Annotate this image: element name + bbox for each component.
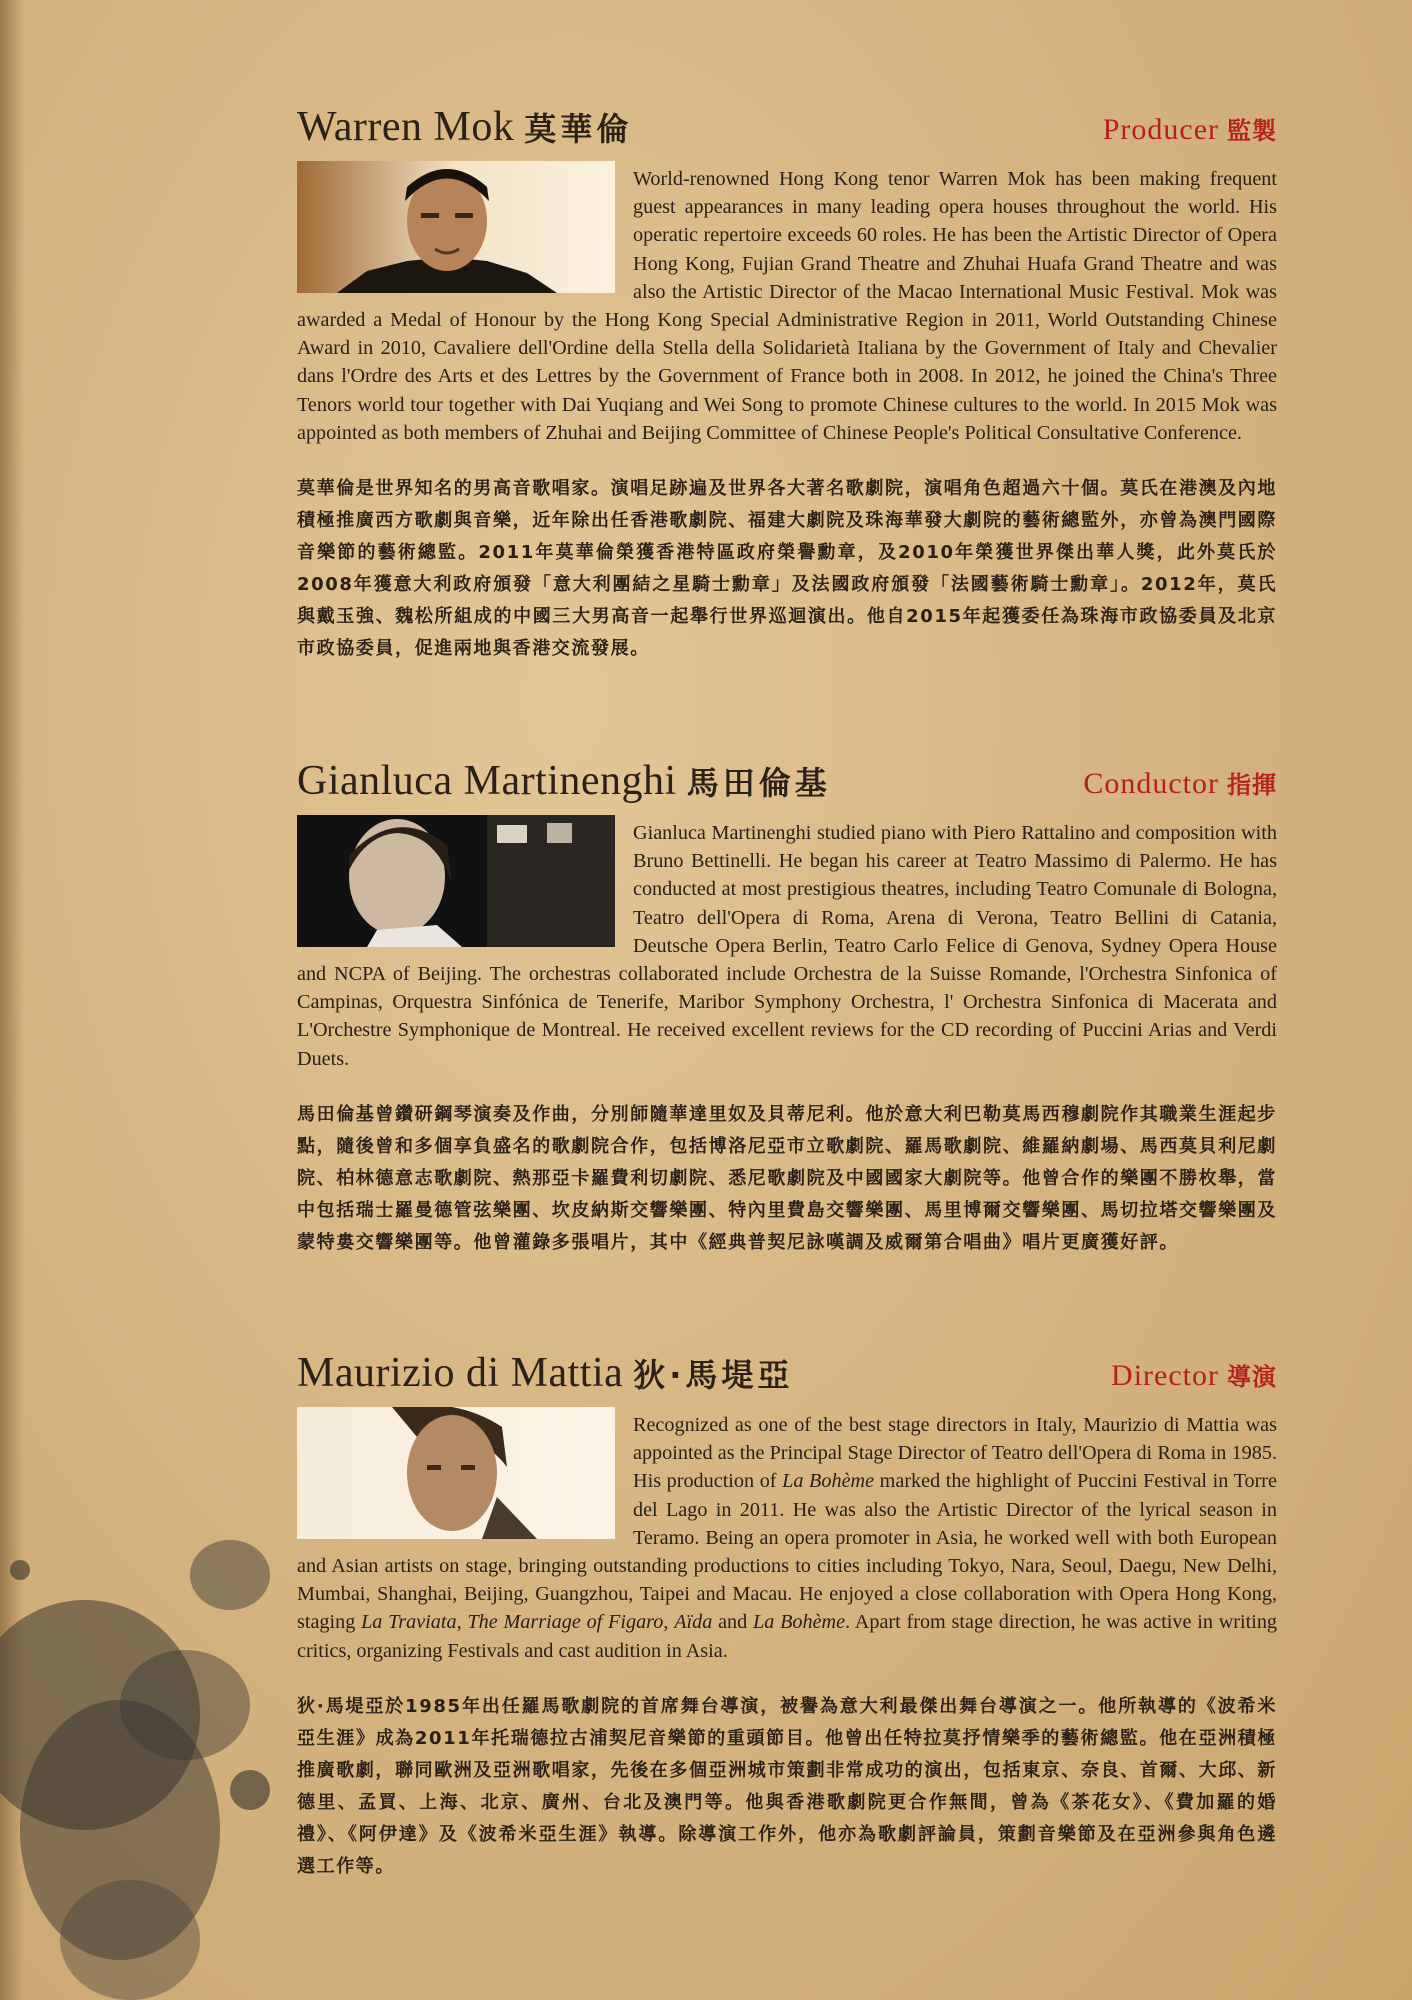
name-en: Maurizio di Mattia	[297, 1350, 624, 1396]
section-header	[297, 1349, 1277, 1405]
bio-english: World-renowned Hong Kong tenor Warren Mok has been making frequent guest appearances in many leading opera houses throughout the world. His operatic repertoire exceeds 60 roles. He has been the Artistic Director of Opera Hong Kong, Fujian Grand Theatre and Zhuhai Huafa Grand Theatre and was also the Artistic Director of the Macao International Music Festival. Mok was awarded a Medal of Honour by the Hong Kong Special Administrative Region in 2011, World Outstanding Chinese Award in 2010, Cavaliere dell'Ordine della Stella della Solidarietà Italiana by the Government of Italy and Chevalier dans l'Ordre des Arts et des Lettres by the Government of France both in 2008. In 2012, he joined the China's Three Tenors world tour together with Dai Yuqiang and Wei Song to promote Chinese cultures to the world. In 2015 Mok was appointed as both members of Zhuhai and Beijing Committee of Chinese People's Political Consultative Conference.	[297, 168, 1277, 444]
role-cn: 指揮	[1227, 771, 1277, 799]
portrait-photo	[297, 815, 615, 947]
person-name	[297, 1349, 793, 1397]
bio-text: Recognized as one of the best stage directors in Italy, Maurizio di Mattia was appointed as the Principal Stage Director of Teatro dell'Opera di Roma in 1985. His production of	[633, 1414, 1277, 1493]
portrait-photo	[297, 1407, 615, 1539]
name-cn: 莫華倫	[524, 110, 633, 148]
person-name	[297, 103, 632, 151]
bio-text: and	[712, 1611, 753, 1634]
opera-title: Aïda	[674, 1611, 713, 1634]
section-director	[297, 1349, 1277, 1883]
opera-title: The Marriage of Figaro	[467, 1611, 664, 1634]
bio-chinese: 莫華倫是世界知名的男高音歌唱家。演唱足跡遍及世界各大著名歌劇院，演唱角色超過六十個。莫氏在港澳及內地積極推廣西方歌劇與音樂，近年除出任香港歌劇院、福建大劇院及珠海華發大劇院的藝術總監外，亦曾為澳門國際音樂節的藝術總監。2011年莫華倫榮獲香港特區政府榮譽勳章，及2010年榮獲世界傑出華人獎，此外莫氏於2008年獲意大利政府頒發「意大利團結之星騎士勳章」及法國政府頒發「法國藝術騎士勳章」。2012年，莫氏與戴玉強、魏松所組成的中國三大男高音一起舉行世界巡迴演出。他自2015年起獲委任為珠海市政協委員及北京市政協委員，促進兩地與香港交流發展。	[297, 478, 1277, 660]
role-title	[1083, 765, 1277, 801]
bio-text: ,	[456, 1611, 468, 1634]
bio-chinese: 馬田倫基曾鑽研鋼琴演奏及作曲，分別師隨華達里奴及貝蒂尼利。他於意大利巴勒莫馬西穆劇院作其職業生涯起步點，隨後曾和多個享負盛名的歌劇院合作，包括博洛尼亞市立歌劇院、羅馬歌劇院、維羅納劇場、馬西莫貝利尼劇院、柏林德意志歌劇院、熱那亞卡羅費利切劇院、悉尼歌劇院及中國國家大劇院等。他曾合作的樂團不勝枚舉，當中包括瑞士羅曼德管弦樂團、坎皮納斯交響樂團、特內里費島交響樂團、馬里博爾交響樂團、馬切拉塔交響樂團及蒙特婁交響樂團等。他曾灌錄多張唱片，其中《經典普契尼詠嘆調及威爾第合唱曲》唱片更廣獲好評。	[297, 1103, 1277, 1253]
role-en: Director	[1111, 1359, 1219, 1392]
role-en: Conductor	[1083, 767, 1219, 800]
role-title	[1111, 1357, 1277, 1393]
role-en: Producer	[1102, 113, 1219, 146]
role-cn: 監製	[1227, 117, 1277, 145]
bio-english: Gianluca Martinenghi studied piano with Piero Rattalino and composition with Bruno Bettinelli. He began his career at Teatro Massimo di Palermo. He has conducted at most prestigious theatres, including Teatro Comunale di Bologna, Teatro dell'Opera di Roma, Arena di Verona, Teatro Bellini di Catania, Deutsche Opera Berlin, Teatro Carlo Felice di Genova, Sydney Opera House and NCPA of Beijing. The orchestras collaborated include Orchestra de la Suisse Romande, l'Orchestra Sinfonica of Campinas, Orquestra Sinfónica de Tenerife, Maribor Symphony Orchestra, l' Orchestra Sinfonica di Macerata and L'Orchestre Symphonique de Montreal. He received excellent reviews for the CD recording of Puccini Arias and Verdi Duets.	[297, 822, 1277, 1070]
name-cn: 狄·馬堤亞	[633, 1356, 794, 1394]
role-cn: 導演	[1227, 1363, 1277, 1391]
section-header	[297, 757, 1277, 813]
name-en: Warren Mok	[297, 104, 515, 150]
bio-text: . Apart from stage direction, he was active in writing critics, organizing Festivals and cast audition in Asia.	[297, 1611, 1278, 1662]
name-cn: 馬田倫基	[686, 764, 831, 802]
opera-title: La Traviata	[361, 1611, 457, 1634]
name-en: Gianluca Martinenghi	[297, 758, 677, 804]
section-producer	[297, 103, 1277, 665]
portrait-photo	[297, 161, 615, 293]
role-title	[1103, 111, 1277, 147]
bio-text: marked the highlight of Puccini Festival in Torre del Lago in 2011. He was also the Artistic Director of the lyrical season in Teramo. Being an opera promoter in Asia, he worked well with both European and Asian artists on stage, bringing outstanding productions to cities including Tokyo, Nara, Seoul, Daegu, New Delhi, Mumbai, Shanghai, Beijing, Guangzhou, Taipei and Macau. He enjoyed a close collaboration with Opera Hong Kong, staging	[297, 1470, 1277, 1634]
bio-text: ,	[663, 1611, 675, 1634]
section-header	[297, 103, 1277, 159]
section-conductor	[297, 757, 1277, 1259]
bio-chinese: 狄·馬堤亞於1985年出任羅馬歌劇院的首席舞台導演，被譽為意大利最傑出舞台導演之一。他所執導的《波希米亞生涯》成為2011年托瑞德拉古浦契尼音樂節的重頭節目。他曾出任特拉莫抒情樂季的藝術總監。他在亞洲積極推廣歌劇，聯同歐洲及亞洲歌唱家，先後在多個亞洲城市策劃非常成功的演出，包括東京、奈良、首爾、大邱、新德里、孟買、上海、北京、廣州、台北及澳門等。他與香港歌劇院更合作無間，曾為《茶花女》、《費加羅的婚禮》、《阿伊達》及《波希米亞生涯》執導。除導演工作外，他亦為歌劇評論員，策劃音樂節及在亞洲參與角色遴選工作等。	[297, 1695, 1277, 1877]
opera-title: La Bohème	[782, 1470, 875, 1493]
opera-title: La Bohème	[753, 1611, 846, 1634]
person-name	[297, 757, 831, 805]
